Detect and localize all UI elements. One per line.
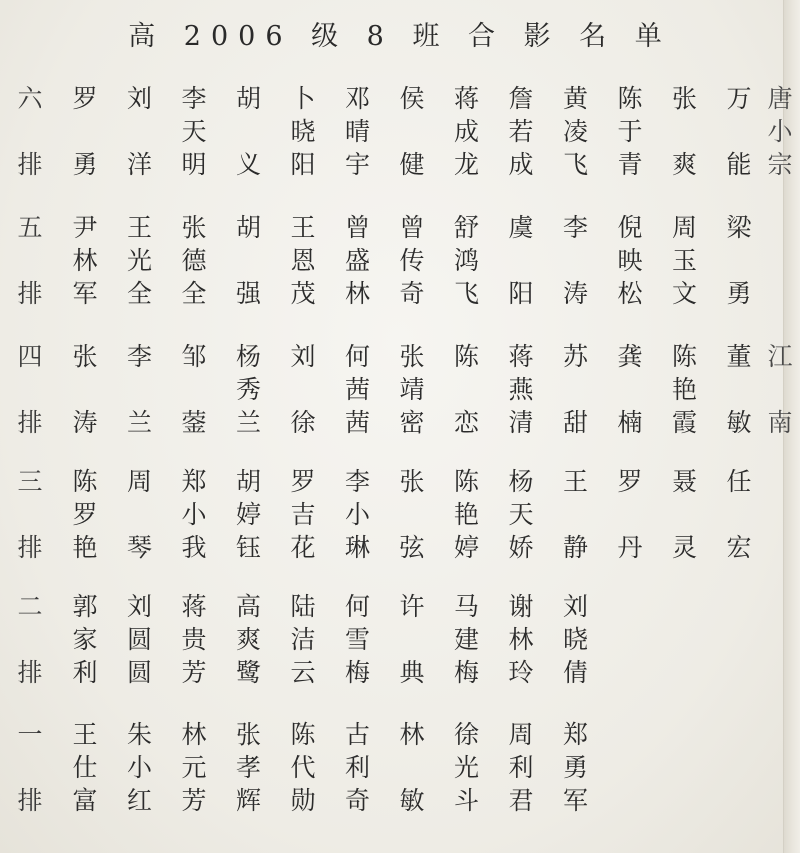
name-char: 霞 (671, 408, 697, 437)
name-char: 林 (508, 625, 534, 654)
name-char: 任 (726, 467, 752, 496)
page-title: 高 2006 级 8 班 合 影 名 单 (128, 21, 672, 52)
student-name (171, 590, 217, 689)
student-name (389, 718, 435, 817)
name-char: 董 (726, 342, 752, 371)
name-char: 晓 (562, 625, 588, 654)
student-name (444, 82, 490, 181)
student-name (607, 82, 653, 181)
name-char: 周 (126, 467, 152, 496)
student-name (62, 590, 108, 689)
name-char: 钰 (235, 533, 261, 562)
student-name (335, 82, 381, 181)
side-name (757, 340, 800, 439)
name-char: 倪 (617, 213, 643, 242)
name-char: 勋 (290, 786, 316, 815)
name-char: 晴 (344, 117, 370, 146)
name-char: 芳 (181, 658, 207, 687)
name-char: 传 (399, 246, 425, 275)
name-char: 娇 (508, 533, 534, 562)
student-name (716, 465, 762, 564)
name-char: 郑 (562, 720, 588, 749)
name-char: 利 (344, 753, 370, 782)
student-name (62, 465, 108, 564)
name-char: 恋 (453, 408, 479, 437)
name-char: 张 (399, 467, 425, 496)
name-char: 奇 (344, 786, 370, 815)
name-char: 罗 (290, 467, 316, 496)
student-name (335, 718, 381, 817)
student-name (498, 718, 544, 817)
student-name (716, 211, 762, 310)
name-char: 林 (181, 720, 207, 749)
name-char: 琳 (344, 533, 370, 562)
name-char: 邓 (344, 84, 370, 113)
name-char: 陈 (72, 467, 98, 496)
name-char: 弦 (399, 533, 425, 562)
row-label-top: 六 (17, 84, 43, 113)
student-name (280, 211, 326, 310)
name-char: 元 (181, 753, 207, 782)
name-char: 李 (126, 342, 152, 371)
name-char: 代 (290, 753, 316, 782)
student-name (553, 718, 599, 817)
student-name (607, 465, 653, 564)
student-name (280, 718, 326, 817)
name-char: 明 (181, 150, 207, 179)
name-char: 光 (126, 246, 152, 275)
name-char: 小 (767, 117, 793, 146)
name-char: 成 (453, 117, 479, 146)
name-char: 敏 (726, 408, 752, 437)
name-char: 花 (290, 533, 316, 562)
name-char: 茂 (290, 279, 316, 308)
name-char: 雪 (344, 625, 370, 654)
name-char: 侯 (399, 84, 425, 113)
name-char: 倩 (562, 658, 588, 687)
name-char: 德 (181, 246, 207, 275)
name-char: 涛 (72, 408, 98, 437)
student-name (335, 340, 381, 439)
student-name (335, 211, 381, 310)
name-char: 建 (453, 625, 479, 654)
name-char: 义 (235, 150, 261, 179)
student-name (444, 211, 490, 310)
name-char: 健 (399, 150, 425, 179)
row-label-top: 五 (17, 213, 43, 242)
student-name (280, 465, 326, 564)
name-char: 爽 (671, 150, 697, 179)
student-name (662, 340, 708, 439)
name-char: 灵 (671, 533, 697, 562)
name-char: 李 (344, 467, 370, 496)
name-char: 我 (181, 533, 207, 562)
name-char: 王 (562, 467, 588, 496)
name-char: 凌 (562, 117, 588, 146)
student-name (226, 82, 272, 181)
name-char: 光 (453, 753, 479, 782)
row-label-top: 三 (17, 467, 43, 496)
name-char: 江 (767, 342, 793, 371)
name-char: 秀 (235, 375, 261, 404)
student-name (607, 211, 653, 310)
name-char: 何 (344, 592, 370, 621)
name-char: 天 (181, 117, 207, 146)
student-name (62, 340, 108, 439)
student-name (498, 465, 544, 564)
name-char: 云 (290, 658, 316, 687)
name-char: 仕 (72, 753, 98, 782)
name-char: 罗 (72, 500, 98, 529)
name-char: 晓 (290, 117, 316, 146)
name-char: 罗 (72, 84, 98, 113)
student-name (117, 590, 163, 689)
name-char: 敏 (399, 786, 425, 815)
name-char: 阳 (508, 279, 534, 308)
name-char: 王 (72, 720, 98, 749)
name-char: 青 (617, 150, 643, 179)
student-name (171, 340, 217, 439)
name-char: 苏 (562, 342, 588, 371)
student-name (171, 211, 217, 310)
student-name (444, 340, 490, 439)
name-char: 婷 (453, 533, 479, 562)
name-char: 陈 (290, 720, 316, 749)
name-char: 陈 (671, 342, 697, 371)
student-name (553, 211, 599, 310)
name-char: 张 (181, 213, 207, 242)
student-name (117, 340, 163, 439)
student-name (389, 211, 435, 310)
name-char: 蒋 (181, 592, 207, 621)
name-char: 刘 (126, 592, 152, 621)
name-char: 刘 (126, 84, 152, 113)
name-char: 丹 (617, 533, 643, 562)
row-label-bottom: 排 (17, 786, 43, 815)
name-char: 婷 (235, 500, 261, 529)
name-char: 林 (344, 279, 370, 308)
student-name (553, 82, 599, 181)
student-name (498, 82, 544, 181)
name-char: 兰 (126, 408, 152, 437)
name-char: 阳 (290, 150, 316, 179)
name-char: 玉 (671, 246, 697, 275)
name-char: 茜 (344, 408, 370, 437)
name-char: 万 (726, 84, 752, 113)
student-name (662, 82, 708, 181)
name-char: 杨 (508, 467, 534, 496)
name-char: 富 (72, 786, 98, 815)
student-name (226, 590, 272, 689)
student-name (389, 82, 435, 181)
student-name (553, 340, 599, 439)
name-char: 陈 (453, 467, 479, 496)
name-char: 何 (344, 342, 370, 371)
name-char: 胡 (235, 84, 261, 113)
student-name (171, 465, 217, 564)
student-name (280, 590, 326, 689)
student-name (498, 340, 544, 439)
name-char: 唐 (767, 84, 793, 113)
student-name (389, 340, 435, 439)
name-char: 曾 (399, 213, 425, 242)
name-char: 若 (508, 117, 534, 146)
student-name (117, 465, 163, 564)
name-char: 梁 (726, 213, 752, 242)
name-char: 陆 (290, 592, 316, 621)
name-char: 密 (399, 408, 425, 437)
student-name (607, 340, 653, 439)
student-name (553, 465, 599, 564)
student-name (226, 465, 272, 564)
name-char: 宗 (767, 150, 793, 179)
name-char: 孝 (235, 753, 261, 782)
name-char: 勇 (726, 279, 752, 308)
name-char: 古 (344, 720, 370, 749)
name-char: 利 (508, 753, 534, 782)
name-char: 圆 (126, 625, 152, 654)
name-char: 高 (235, 592, 261, 621)
name-char: 能 (726, 150, 752, 179)
name-char: 艳 (72, 533, 98, 562)
name-char: 静 (562, 533, 588, 562)
name-char: 甜 (562, 408, 588, 437)
name-char: 谢 (508, 592, 534, 621)
name-char: 邹 (181, 342, 207, 371)
student-name (716, 340, 762, 439)
name-char: 勇 (72, 150, 98, 179)
student-name (444, 590, 490, 689)
name-char: 张 (671, 84, 697, 113)
name-char: 林 (399, 720, 425, 749)
name-char: 舒 (453, 213, 479, 242)
student-name (117, 718, 163, 817)
row-label-bottom: 排 (17, 150, 43, 179)
row-label-bottom: 排 (17, 533, 43, 562)
student-name (280, 82, 326, 181)
name-char: 爽 (235, 625, 261, 654)
name-char: 胡 (235, 467, 261, 496)
row-label-top: 二 (17, 592, 43, 621)
name-char: 王 (290, 213, 316, 242)
student-name (662, 211, 708, 310)
name-char: 陈 (617, 84, 643, 113)
name-char: 龙 (453, 150, 479, 179)
side-name (757, 82, 800, 181)
name-char: 宏 (726, 533, 752, 562)
name-char: 张 (399, 342, 425, 371)
name-char: 胡 (235, 213, 261, 242)
row-label-bottom: 排 (17, 658, 43, 687)
student-name (117, 82, 163, 181)
name-char: 全 (181, 279, 207, 308)
name-char: 王 (126, 213, 152, 242)
row-label-top: 一 (17, 720, 43, 749)
name-char: 军 (72, 279, 98, 308)
student-name (62, 211, 108, 310)
name-char: 罗 (617, 467, 643, 496)
student-name (498, 211, 544, 310)
row-label-bottom: 排 (17, 279, 43, 308)
name-char: 梅 (344, 658, 370, 687)
name-char: 家 (72, 625, 98, 654)
name-char: 芳 (181, 786, 207, 815)
name-char: 蒋 (453, 84, 479, 113)
student-name (498, 590, 544, 689)
name-char: 蒋 (508, 342, 534, 371)
name-char: 涛 (562, 279, 588, 308)
student-name (62, 718, 108, 817)
name-char: 文 (671, 279, 697, 308)
name-char: 盛 (344, 246, 370, 275)
student-name (226, 211, 272, 310)
name-char: 小 (181, 500, 207, 529)
name-char: 成 (508, 150, 534, 179)
name-char: 黄 (562, 84, 588, 113)
name-char: 艳 (453, 500, 479, 529)
name-char: 郭 (72, 592, 98, 621)
name-char: 徐 (290, 408, 316, 437)
name-char: 刘 (562, 592, 588, 621)
name-char: 尹 (72, 213, 98, 242)
name-char: 恩 (290, 246, 316, 275)
name-char: 宇 (344, 150, 370, 179)
student-name (171, 82, 217, 181)
name-char: 天 (508, 500, 534, 529)
row-label-top: 四 (17, 342, 43, 371)
name-char: 詹 (508, 84, 534, 113)
name-char: 鹭 (235, 658, 261, 687)
name-char: 刘 (290, 342, 316, 371)
name-char: 卜 (290, 84, 316, 113)
name-char: 兰 (235, 408, 261, 437)
name-char: 周 (508, 720, 534, 749)
name-char: 洋 (126, 150, 152, 179)
student-name (62, 82, 108, 181)
name-char: 小 (344, 500, 370, 529)
student-name (553, 590, 599, 689)
student-name (389, 465, 435, 564)
name-char: 梅 (453, 658, 479, 687)
name-char: 琴 (126, 533, 152, 562)
name-char: 曾 (344, 213, 370, 242)
name-char: 于 (617, 117, 643, 146)
student-name (444, 718, 490, 817)
name-char: 典 (399, 658, 425, 687)
name-char: 徐 (453, 720, 479, 749)
name-char: 辉 (235, 786, 261, 815)
name-char: 玲 (508, 658, 534, 687)
name-char: 林 (72, 246, 98, 275)
student-name (171, 718, 217, 817)
student-name (444, 465, 490, 564)
student-name (226, 718, 272, 817)
name-char: 全 (126, 279, 152, 308)
name-char: 贵 (181, 625, 207, 654)
name-char: 陈 (453, 342, 479, 371)
name-char: 映 (617, 246, 643, 275)
name-char: 吉 (290, 500, 316, 529)
name-char: 靖 (399, 375, 425, 404)
name-char: 奇 (399, 279, 425, 308)
name-char: 蓥 (181, 408, 207, 437)
student-name (335, 465, 381, 564)
name-char: 洁 (290, 625, 316, 654)
name-char: 小 (126, 753, 152, 782)
name-char: 许 (399, 592, 425, 621)
name-char: 楠 (617, 408, 643, 437)
name-char: 利 (72, 658, 98, 687)
name-char: 朱 (126, 720, 152, 749)
student-name (117, 211, 163, 310)
student-name (226, 340, 272, 439)
name-char: 飞 (562, 150, 588, 179)
name-char: 周 (671, 213, 697, 242)
name-char: 马 (453, 592, 479, 621)
name-char: 斗 (453, 786, 479, 815)
name-char: 松 (617, 279, 643, 308)
name-char: 勇 (562, 753, 588, 782)
name-char: 君 (508, 786, 534, 815)
name-char: 军 (562, 786, 588, 815)
name-char: 强 (235, 279, 261, 308)
name-char: 李 (562, 213, 588, 242)
name-char: 鸿 (453, 246, 479, 275)
student-name (662, 465, 708, 564)
student-name (280, 340, 326, 439)
name-char: 茜 (344, 375, 370, 404)
name-char: 龚 (617, 342, 643, 371)
name-char: 燕 (508, 375, 534, 404)
name-char: 虞 (508, 213, 534, 242)
name-char: 李 (181, 84, 207, 113)
row-label-bottom: 排 (17, 408, 43, 437)
name-char: 圆 (126, 658, 152, 687)
name-char: 张 (72, 342, 98, 371)
name-char: 红 (126, 786, 152, 815)
name-char: 聂 (671, 467, 697, 496)
student-name (335, 590, 381, 689)
name-char: 飞 (453, 279, 479, 308)
name-char: 艳 (671, 375, 697, 404)
name-char: 张 (235, 720, 261, 749)
student-name (389, 590, 435, 689)
name-char: 郑 (181, 467, 207, 496)
name-char: 清 (508, 408, 534, 437)
name-char: 杨 (235, 342, 261, 371)
student-name (716, 82, 762, 181)
name-char: 南 (767, 408, 793, 437)
